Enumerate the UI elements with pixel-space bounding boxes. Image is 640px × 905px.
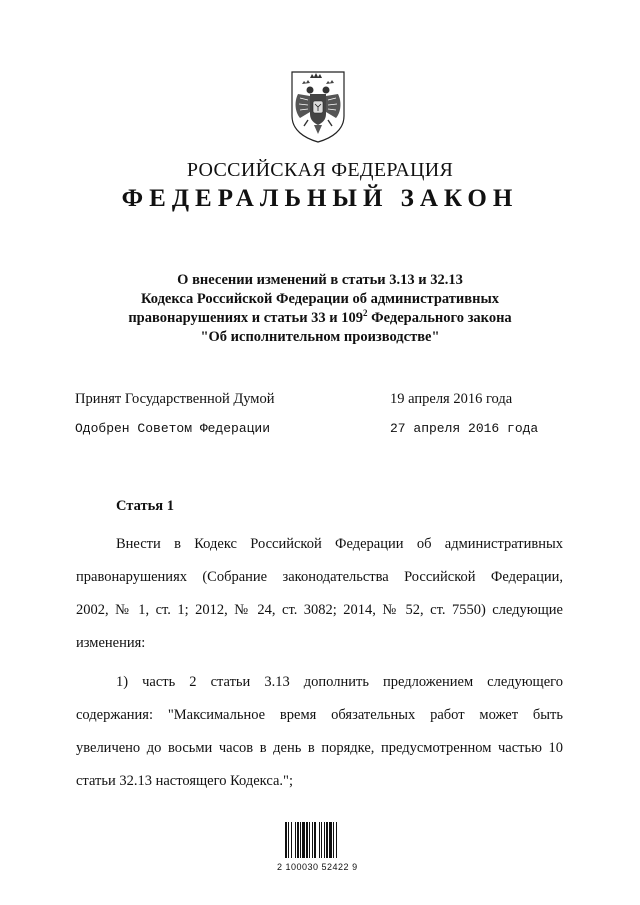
paragraph-line: статьи 32.13 настоящего Кодекса."; — [76, 773, 293, 789]
barcode-bar — [291, 822, 292, 858]
paragraph-line: правонарушениях (Собрание законодательства Российской Федерации, — [76, 569, 563, 585]
barcode-bar — [297, 822, 299, 858]
law-title — [80, 271, 560, 347]
paragraph-line: содержания: "Максимальное время обязательных работ может быть — [76, 707, 563, 723]
barcode-bar — [312, 822, 313, 858]
barcode-bar — [324, 822, 325, 858]
barcode-bar — [306, 822, 308, 858]
barcode-number: 2 100030 52422 9 — [277, 862, 358, 872]
title-line: Кодекса Российской Федерации об административных — [140, 291, 500, 307]
paragraph-line: Внести в Кодекс Российской Федерации об административных — [116, 536, 563, 552]
paragraph-line: изменения: — [76, 635, 146, 651]
barcode-bar — [300, 822, 301, 858]
title-line-part: правонарушениях и статьи 33 и 109 — [128, 310, 364, 326]
document-type: ФЕДЕРАЛЬНЫЙ ЗАКОН — [121, 185, 519, 212]
title-line-part: Федерального закона — [367, 310, 512, 326]
approved-label: Одобрен Советом Федерации — [75, 421, 271, 436]
paragraph-line: увеличено до восьми часов в день в порядке, предусмотренном частью 10 — [76, 740, 563, 756]
barcode-bar — [295, 822, 296, 858]
barcode-bar — [285, 822, 287, 858]
title-line: О внесении изменений в статьи 3.13 и 32.13 — [177, 272, 463, 288]
barcode-bar — [309, 822, 310, 858]
barcode-bar — [333, 822, 334, 858]
approved-date: 27 апреля 2016 года — [390, 421, 539, 436]
title-line — [80, 309, 560, 328]
barcode-bar — [321, 822, 322, 858]
barcode-bar — [326, 822, 328, 858]
barcode-bar — [319, 822, 320, 858]
title-line: "Об исполнительном производстве" — [200, 329, 440, 345]
barcode-bar — [302, 822, 305, 858]
title-superscript: 2 — [363, 308, 368, 319]
article-title: Статья 1 — [116, 498, 174, 514]
barcode-bar — [288, 822, 289, 858]
barcode-bar — [329, 822, 332, 858]
country-name: РОССИЙСКАЯ ФЕДЕРАЦИЯ — [186, 159, 454, 181]
paragraph-line: 1) часть 2 статьи 3.13 дополнить предложением следующего — [116, 674, 563, 690]
barcode-bar — [336, 822, 337, 858]
coat-of-arms-icon — [288, 68, 348, 144]
paragraph-line: 2002, № 1, ст. 1; 2012, № 24, ст. 3082; 2014, № 52, ст. 7550) следующие — [76, 602, 563, 618]
barcode-bar — [314, 822, 316, 858]
adopted-date: 19 апреля 2016 года — [390, 391, 513, 407]
article-paragraph — [76, 666, 563, 798]
adopted-label: Принят Государственной Думой — [75, 391, 275, 407]
article-paragraph — [76, 528, 563, 660]
